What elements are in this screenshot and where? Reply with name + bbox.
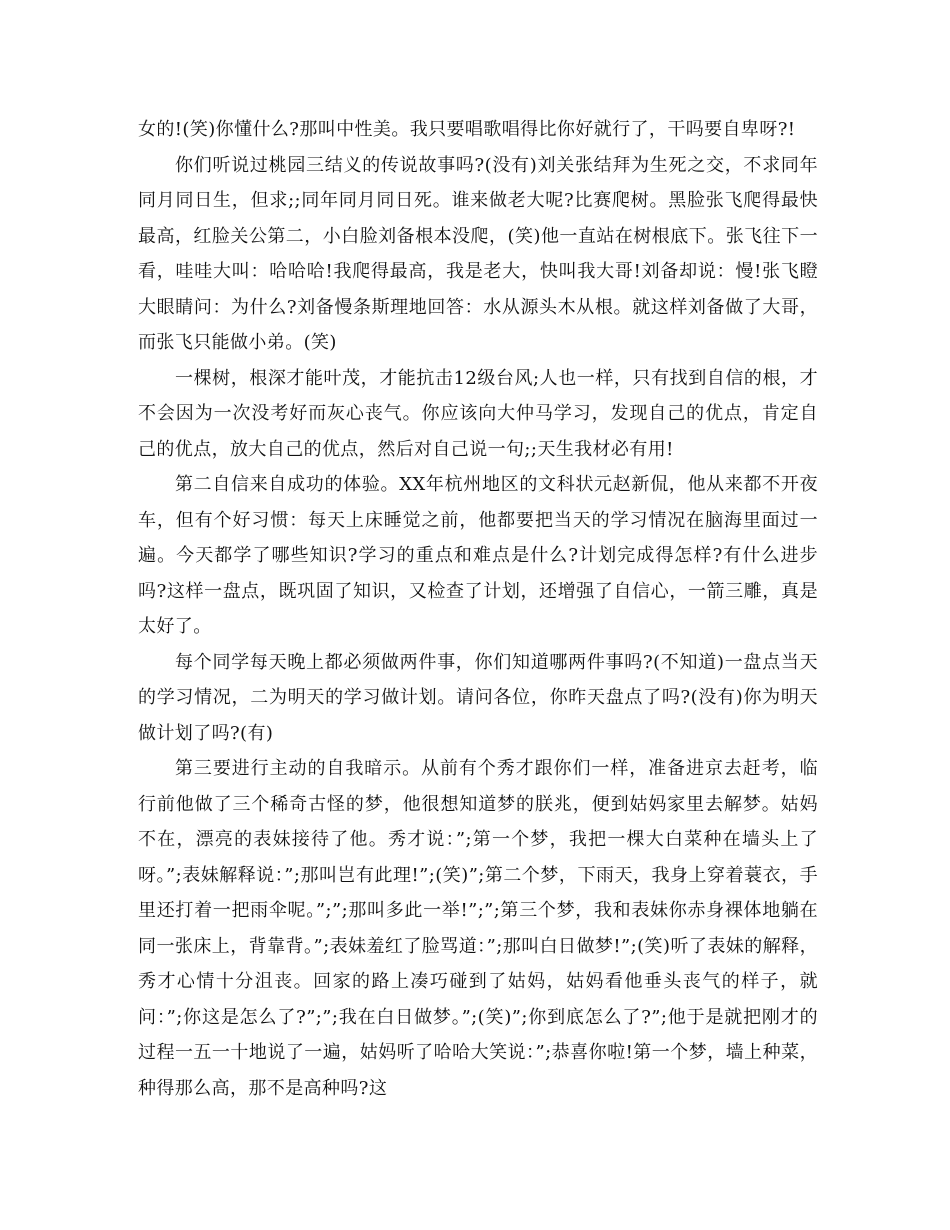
paragraph-4: 第二自信来自成功的体验。XX年杭州地区的文科状元赵新侃，他从来都不开夜车，但有个好习惯：每天上床睡觉之前，他都要把当天的学习情况在脑海里面过一遍。今天都学了哪些知识?学习的重点和难点是什么?计划完成得怎样?有什么进步吗?这样一盘点，既巩固了知识，又检查了计划，还增强了自信心，一箭三雕，真是太好了。	[138, 474, 818, 637]
paragraph-6: 第三要进行主动的自我暗示。从前有个秀才跟你们一样，准备进京去赶考，临行前他做了三个稀奇古怪的梦，他很想知道梦的朕兆，便到姑妈家里去解梦。姑妈不在，漂亮的表妹接待了他。秀才说：”;第一个梦，我把一棵大白菜种在墙头上了呀。”;表妹解释说：”;那叫岂有此理!”;(笑)”;第二个梦，下雨天，我身上穿着蓑衣，手里还打着一把雨伞呢。”;”;那叫多此一举!”;”;第三个梦，我和表妹你赤身裸体地躺在同一张床上，背靠背。”;表妹羞红了脸骂道：”;那叫白日做梦!”;(笑)听了表妹的解释，秀才心情十分沮丧。回家的路上凑巧碰到了姑妈，姑妈看他垂头丧气的样子，就问：”;你这是怎么了?”;”;我在白日做梦。”;(笑)”;你到底怎么了?”;他于是就把刚才的过程一五一十地说了一遍，姑妈听了哈哈大笑说：”;恭喜你啦!第一个梦，墙上种菜，种得那么高，那不是高种吗?这	[138, 758, 818, 1099]
paragraph-5: 每个同学每天晚上都必须做两件事，你们知道哪两件事吗?(不知道)一盘点当天的学习情况，二为明天的学习做计划。请问各位，你昨天盘点了吗?(没有)你为明天做计划了吗?(有)	[138, 651, 818, 744]
paragraph-1: 女的!(笑)你懂什么?那叫中性美。我只要唱歌唱得比你好就行了，干吗要自卑呀?!	[138, 119, 796, 140]
paragraph-2: 你们听说过桃园三结义的传说故事吗?(没有)刘关张结拜为生死之交，不求同年同月同日生，但求;;同年同月同日死。谁来做老大呢?比赛爬树。黑脸张飞爬得最快最高，红脸关公第二，小白脸刘备根本没爬，(笑)他一直站在树根底下。张飞往下一看，哇哇大叫：哈哈哈!我爬得最高，我是老大，快叫我大哥!刘备却说：慢!张飞瞪大眼睛问：为什么?刘备慢条斯理地回答：水从源头木从根。就这样刘备做了大哥，而张飞只能做小弟。(笑)	[138, 154, 818, 353]
document-body	[138, 112, 818, 1106]
paragraph-3: 一棵树，根深才能叶茂，才能抗击12级台风;人也一样，只有找到自信的根，才不会因为一次没考好而灰心丧气。你应该向大仲马学习，发现自己的优点，肯定自己的优点，放大自己的优点，然后对自己说一句;;天生我材必有用!	[138, 367, 818, 460]
